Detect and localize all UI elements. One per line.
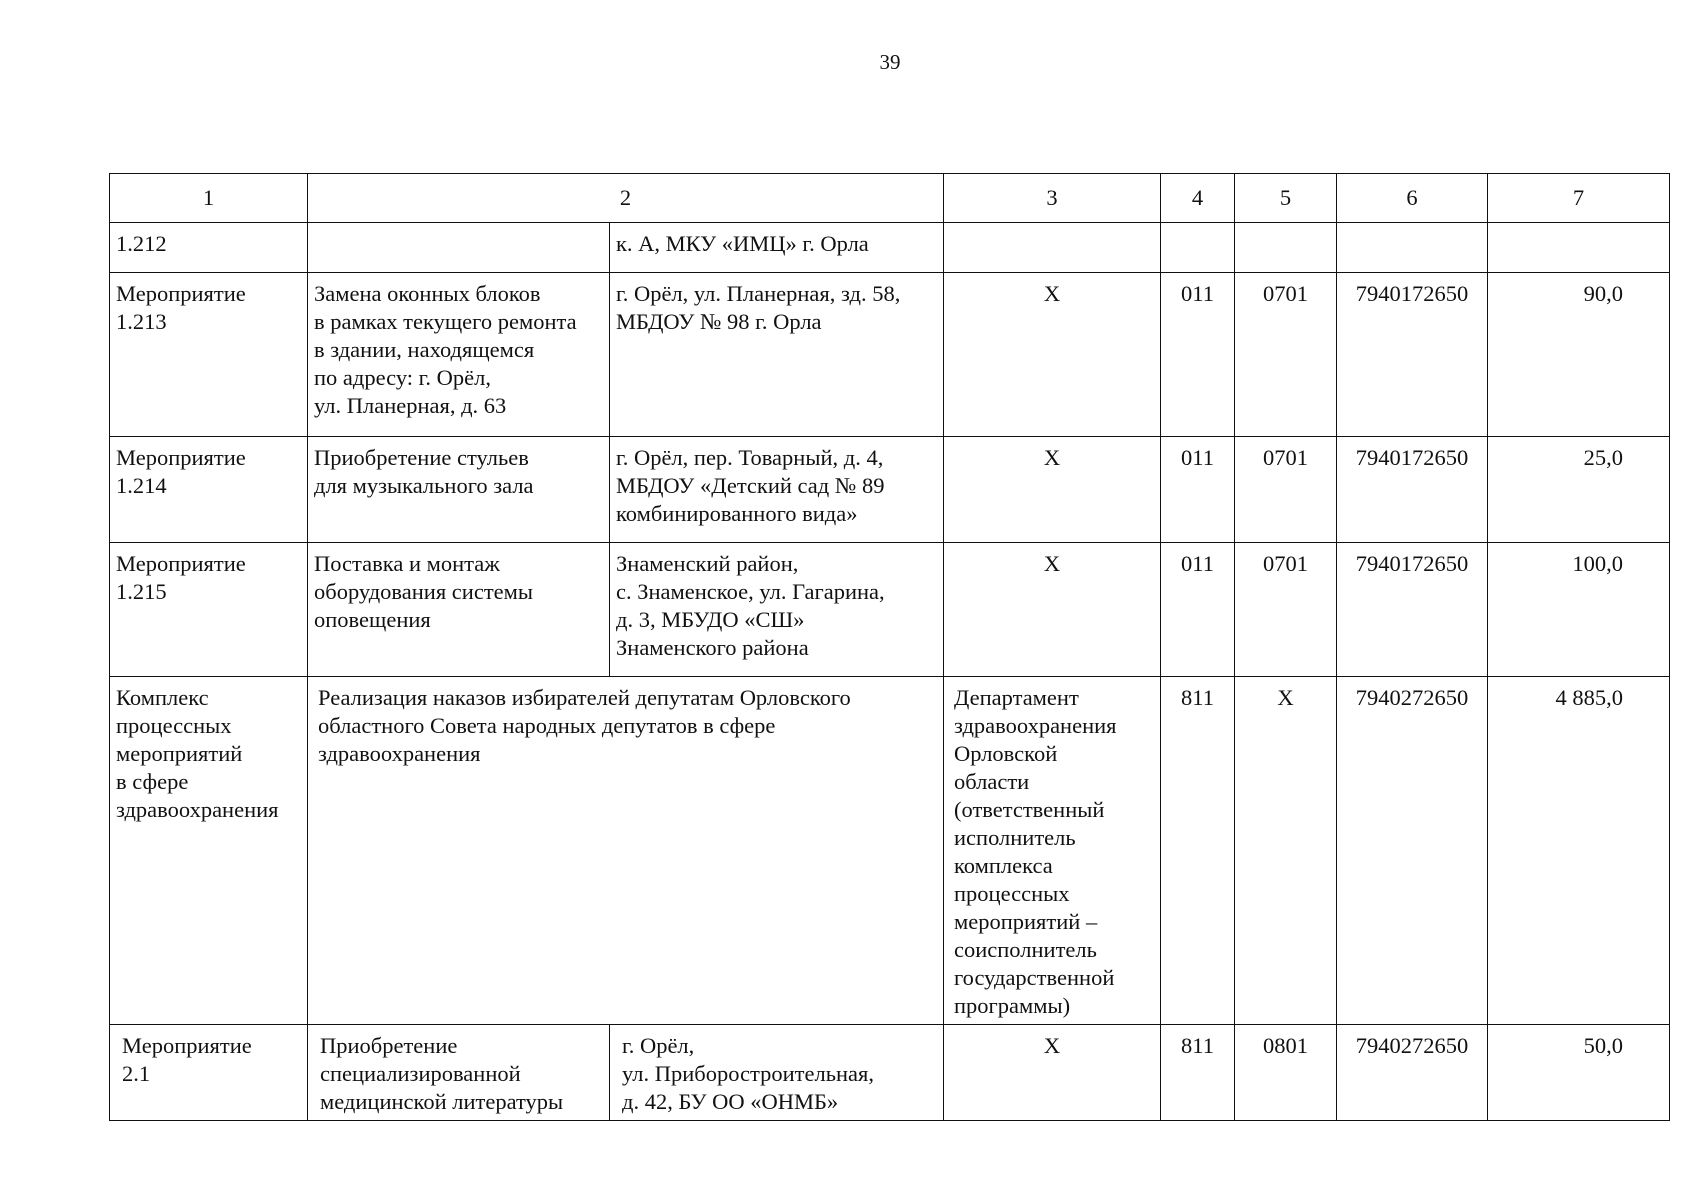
row-code-cell: Мероприятие 1.213 [110,273,308,437]
header-cell-2: 2 [308,174,944,223]
row-code-cell: Мероприятие 1.214 [110,437,308,543]
row-col4-cell: 011 [1161,437,1235,543]
row-col4-cell: 011 [1161,543,1235,677]
row-name-cell: Приобретение стульев для музыкального зала [308,437,610,543]
table-row [110,543,1670,677]
row-executor-cell [944,223,1161,273]
row-name-cell: Приобретение специализированной медицинской литературы [308,1025,610,1121]
table-row [110,223,1670,273]
row-col4-cell: 011 [1161,273,1235,437]
row-col7-cell: 50,0 [1488,1025,1670,1121]
row-address-cell: г. Орёл, пер. Товарный, д. 4, МБДОУ «Детский сад № 89 комбинированного вида» [610,437,944,543]
row-col6-cell [1337,223,1488,273]
header-cell-6: 6 [1337,174,1488,223]
table-row [110,677,1670,1025]
row-col4-cell: 811 [1161,1025,1235,1121]
row-col7-cell: 100,0 [1488,543,1670,677]
row-code-cell: Мероприятие 1.215 [110,543,308,677]
row-code-cell: 1.212 [110,223,308,273]
row-col6-cell: 7940172650 [1337,273,1488,437]
budget-table [109,173,1670,1121]
header-cell-1: 1 [110,174,308,223]
row-address-cell: Знаменский район, с. Знаменское, ул. Гагарина, д. 3, МБУДО «СШ» Знаменского района [610,543,944,677]
row-address-cell: к. А, МКУ «ИМЦ» г. Орла [610,223,944,273]
row-address-cell: г. Орёл, ул. Планерная, зд. 58, МБДОУ № 98 г. Орла [610,273,944,437]
row-col7-cell: 25,0 [1488,437,1670,543]
row-col5-cell: 0801 [1235,1025,1337,1121]
row-executor-cell: Х [944,273,1161,437]
row-executor-cell: Х [944,543,1161,677]
table-row [110,437,1670,543]
row-name-cell: Поставка и монтаж оборудования системы оповещения [308,543,610,677]
row-code-cell: Комплекс процессных мероприятий в сфере здравоохранения [110,677,308,1025]
row-col7-cell: 4 885,0 [1488,677,1670,1025]
header-cell-4: 4 [1161,174,1235,223]
row-col6-cell: 7940272650 [1337,677,1488,1025]
row-col7-cell: 90,0 [1488,273,1670,437]
header-cell-3: 3 [944,174,1161,223]
row-name-cell [308,223,610,273]
row-col5-cell: 0701 [1235,437,1337,543]
row-col5-cell: 0701 [1235,543,1337,677]
row-col4-cell: 811 [1161,677,1235,1025]
header-row [110,174,1670,223]
table-row [110,273,1670,437]
row-col7-cell [1488,223,1670,273]
page-number: 39 [879,50,901,74]
row-col5-cell [1235,223,1337,273]
table-row [110,1025,1670,1121]
row-executor-cell: Х [944,1025,1161,1121]
row-code-cell: Мероприятие 2.1 [110,1025,308,1121]
row-executor-cell: Х [944,437,1161,543]
row-col6-cell: 7940172650 [1337,543,1488,677]
row-col5-cell: Х [1235,677,1337,1025]
row-col5-cell: 0701 [1235,273,1337,437]
row-col4-cell [1161,223,1235,273]
header-cell-7: 7 [1488,174,1670,223]
row-name-cell: Реализация наказов избирателей депутатам Орловского областного Совета народных депутатов в сфере здравоохранения [308,677,944,1025]
row-address-cell: г. Орёл, ул. Приборостроительная, д. 42, БУ ОО «ОНМБ» [610,1025,944,1121]
row-col6-cell: 7940172650 [1337,437,1488,543]
row-executor-cell: Департамент здравоохранения Орловской области (ответственный исполнитель комплекса процессных мероприятий – соисполнитель государственной программы) [944,677,1161,1025]
header-cell-5: 5 [1235,174,1337,223]
row-name-cell: Замена оконных блоков в рамках текущего ремонта в здании, находящемся по адресу: г. Орёл, ул. Планерная, д. 63 [308,273,610,437]
row-col6-cell: 7940272650 [1337,1025,1488,1121]
